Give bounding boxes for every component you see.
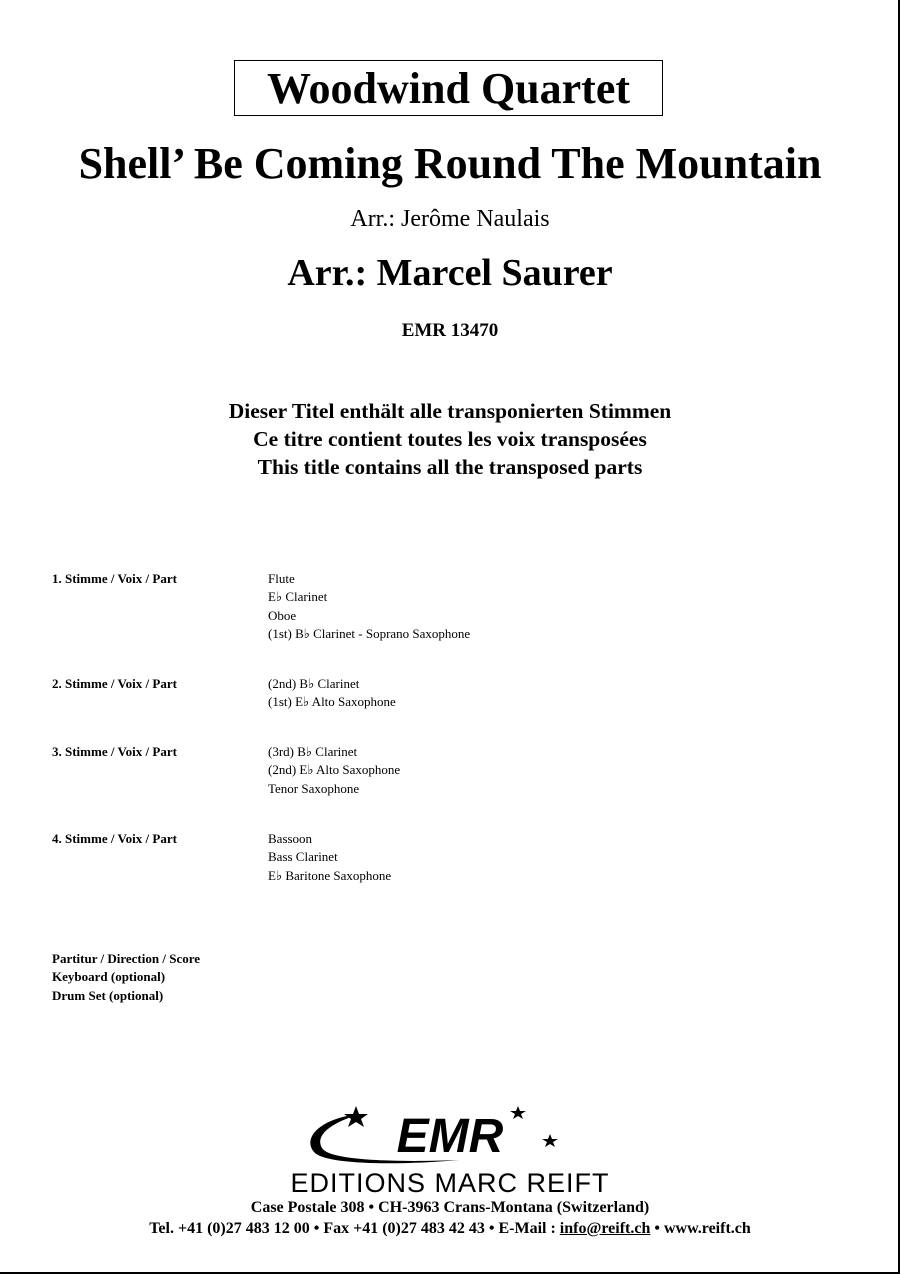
instrument: E♭ Clarinet: [268, 589, 328, 605]
notice-german: Dieser Titel enthält alle transponierten Stimmen: [228, 399, 672, 423]
instrument: E♭ Baritone Saxophone: [268, 867, 392, 883]
original-arranger: Arr.: Jerôme Naulais: [350, 206, 550, 232]
star-icon: [510, 1106, 526, 1119]
logo-text: EMR: [396, 1110, 504, 1163]
part-1-label: 1. Stimme / Voix / Part: [52, 571, 177, 586]
extra-item: Drum Set (optional): [52, 987, 164, 1003]
instrument: Bass Clarinet: [268, 849, 338, 865]
instrument: (2nd) E♭ Alto Saxophone: [268, 762, 401, 778]
part-3-label: 3. Stimme / Voix / Part: [52, 744, 177, 759]
instrument: (1st) B♭ Clarinet - Soprano Saxophone: [268, 625, 471, 641]
emr-logo: [300, 1100, 570, 1172]
extra-item: Partitur / Direction / Score: [52, 951, 201, 966]
catalog-number: EMR 13470: [401, 320, 499, 341]
extras-list: [52, 950, 200, 1005]
instrument: (3rd) B♭ Clarinet: [268, 744, 358, 759]
publisher-contact: [0, 1218, 900, 1240]
publisher-name: EDITIONS MARC REIFT: [290, 1168, 610, 1198]
notice-english: This title contains all the transposed parts: [257, 455, 643, 479]
song-title: Shell’ Be Coming Round The Mountain: [78, 139, 822, 188]
instrument: Oboe: [268, 607, 297, 623]
extra-item: Keyboard (optional): [52, 969, 166, 985]
star-icon: [542, 1134, 558, 1147]
instrument: Flute: [268, 571, 295, 586]
part-4-instruments: [268, 830, 391, 885]
part-2-label: 2. Stimme / Voix / Part: [52, 676, 177, 691]
notice-french: Ce titre contient toutes les voix transposées: [253, 427, 647, 451]
email-link[interactable]: info@reift.ch: [559, 1220, 651, 1237]
publisher-address: Case Postale 308 • CH-3963 Crans-Montana (Switzerland): [250, 1199, 650, 1216]
instrument: Tenor Saxophone: [268, 780, 360, 796]
website-text: • www.reift.ch: [650, 1220, 751, 1237]
arranger: Arr.: Marcel Saurer: [287, 252, 613, 294]
star-icon: [344, 1106, 368, 1127]
instrument: (2nd) B♭ Clarinet: [268, 676, 360, 691]
part-3-instruments: [268, 743, 400, 798]
emr-logo-graphic: [300, 1100, 570, 1172]
ensemble-title: Woodwind Quartet: [234, 60, 663, 116]
contact-phone-fax: Tel. +41 (0)27 483 12 00 • Fax +41 (0)27 483 42 43 • E-Mail :: [149, 1220, 560, 1237]
instrument: (1st) E♭ Alto Saxophone: [268, 694, 396, 710]
part-1-instruments: [268, 570, 470, 643]
part-2-instruments: [268, 675, 396, 712]
part-4-label: 4. Stimme / Voix / Part: [52, 831, 177, 846]
instrument: Bassoon: [268, 831, 313, 846]
